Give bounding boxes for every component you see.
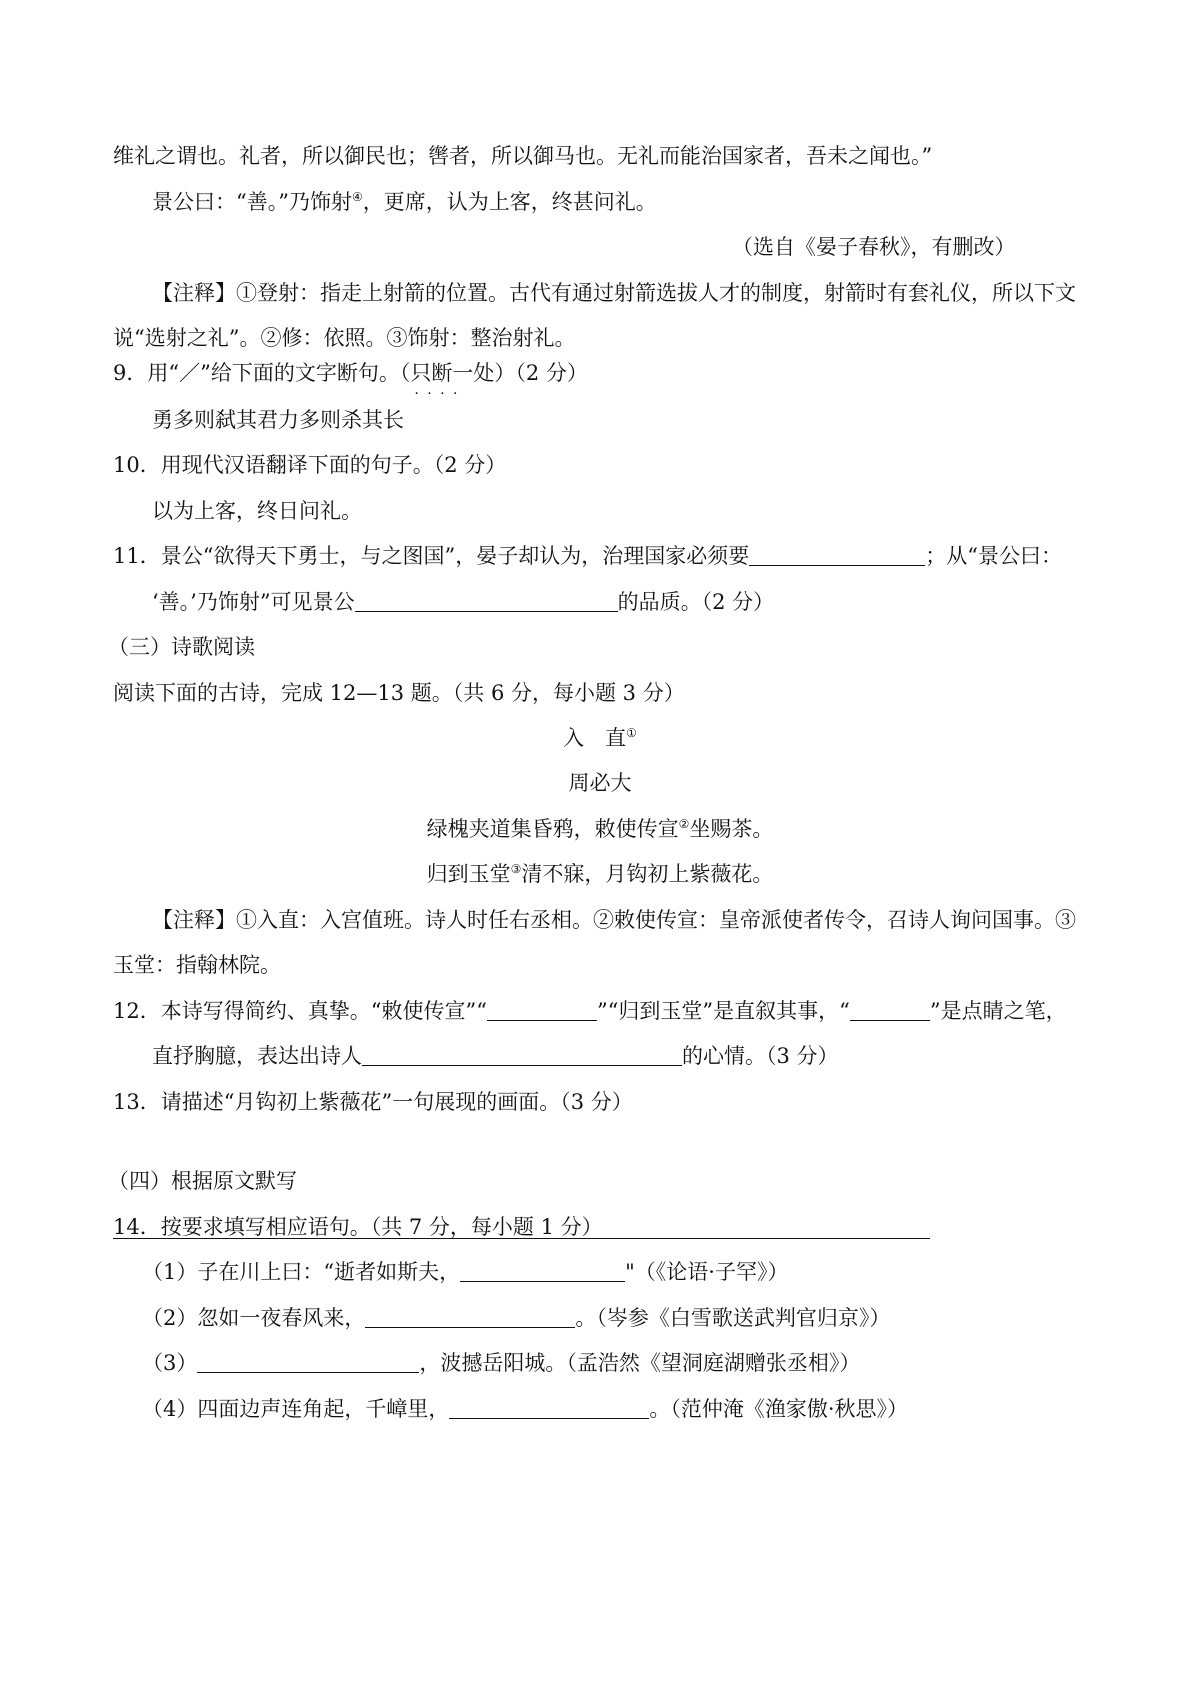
answer-blank[interactable] — [365, 1307, 575, 1328]
answer-blank[interactable] — [749, 545, 925, 566]
section-3-instructions: 阅读下面的古诗，完成 12—13 题。（共 6 分，每小题 3 分） — [113, 681, 685, 705]
question-11: 11．景公“欲得天下勇士，与之图国”，晏子却认为，治理国家必须要 ；从“景公曰： — [113, 544, 1062, 568]
question-10: 10．用现代汉语翻译下面的句子。（2 分） — [113, 453, 507, 477]
answer-blank[interactable] — [487, 1000, 597, 1021]
question-14-item: （4）四面边声连角起，千嶂里， 。（范仲淹《渔家傲·秋思》） — [142, 1397, 909, 1421]
answer-blank[interactable] — [460, 1261, 625, 1282]
question-10-text: 以为上客，终日问礼。 — [152, 499, 362, 523]
question-9: 9．用“／”给下面的文字断句。（只断一处 · · ）（2 分） — [113, 358, 588, 388]
passage-source: （选自《晏子春秋》，有删改） — [732, 235, 1016, 259]
question-11: ‘善。’乃饰射”可见景公 的品质。（2 分） — [152, 590, 775, 614]
answer-blank[interactable] — [449, 1398, 649, 1419]
question-9-text: 勇多则弑其君力多则杀其长 — [152, 408, 404, 432]
question-14-item: （2）忽如一夜春风来， 。（岑参《白雪歌送武判官归京》） — [142, 1306, 891, 1330]
poem-note: 【注释】①入直：入宫值班。诗人时任右丞相。②敕使传宣：皇帝派使者传令，召诗人询问国事。③ — [152, 908, 1076, 932]
poem-note: 玉堂：指翰林院。 — [113, 953, 281, 977]
poem-verse: 归到玉堂③清不寐，月钩初上紫薇花。 — [426, 862, 774, 886]
question-14: 14．按要求填写相应语句。（共 7 分，每小题 1 分） — [113, 1215, 603, 1239]
answer-blank[interactable] — [850, 1000, 930, 1021]
poem-author: 周必大 — [568, 771, 632, 795]
passage-note: 【注释】①登射：指走上射箭的位置。古代有通过射箭选拔人才的制度，射箭时有套礼仪，所以下文 — [152, 281, 1076, 305]
passage-note: 说“选射之礼”。②修：依照。③饰射：整治射礼。 — [113, 326, 576, 350]
question-14-item: （3） ，波撼岳阳城。（孟浩然《望洞庭湖赠张丞相》） — [142, 1351, 861, 1375]
question-12: 12．本诗写得简约、真挚。“敕使传宣”“ ”“归到玉堂”是直叙其事，“ ”是点睛之笔， — [113, 999, 1067, 1023]
passage-line: 维礼之谓也。礼者，所以御民也；辔者，所以御马也。无礼而能治国家者，吾未之闻也。” — [113, 144, 933, 168]
answer-blank[interactable] — [355, 591, 618, 612]
emphasis-dots: 只断一处 · · — [410, 361, 494, 385]
poem-verse: 绿槐夹道集昏鸦，敕使传宣②坐赐茶。 — [426, 817, 774, 841]
question-14-item: （1）子在川上曰：“逝者如斯夫， "（《论语·子罕》） — [142, 1260, 789, 1284]
question-12: 直抒胸臆，表达出诗人 的心情。（3 分） — [152, 1044, 839, 1068]
answer-blank[interactable] — [197, 1352, 419, 1373]
passage-line: 景公曰：“善。”乃饰射④，更席，认为上客，终甚问礼。 — [152, 190, 657, 214]
answer-blank[interactable] — [362, 1045, 682, 1066]
section-4-heading: （四）根据原文默写 — [108, 1169, 297, 1193]
question-13: 13．请描述“月钩初上紫薇花”一句展现的画面。（3 分） — [113, 1090, 633, 1114]
section-3-heading: （三）诗歌阅读 — [108, 635, 255, 659]
poem-title: 入 直① — [563, 726, 637, 750]
